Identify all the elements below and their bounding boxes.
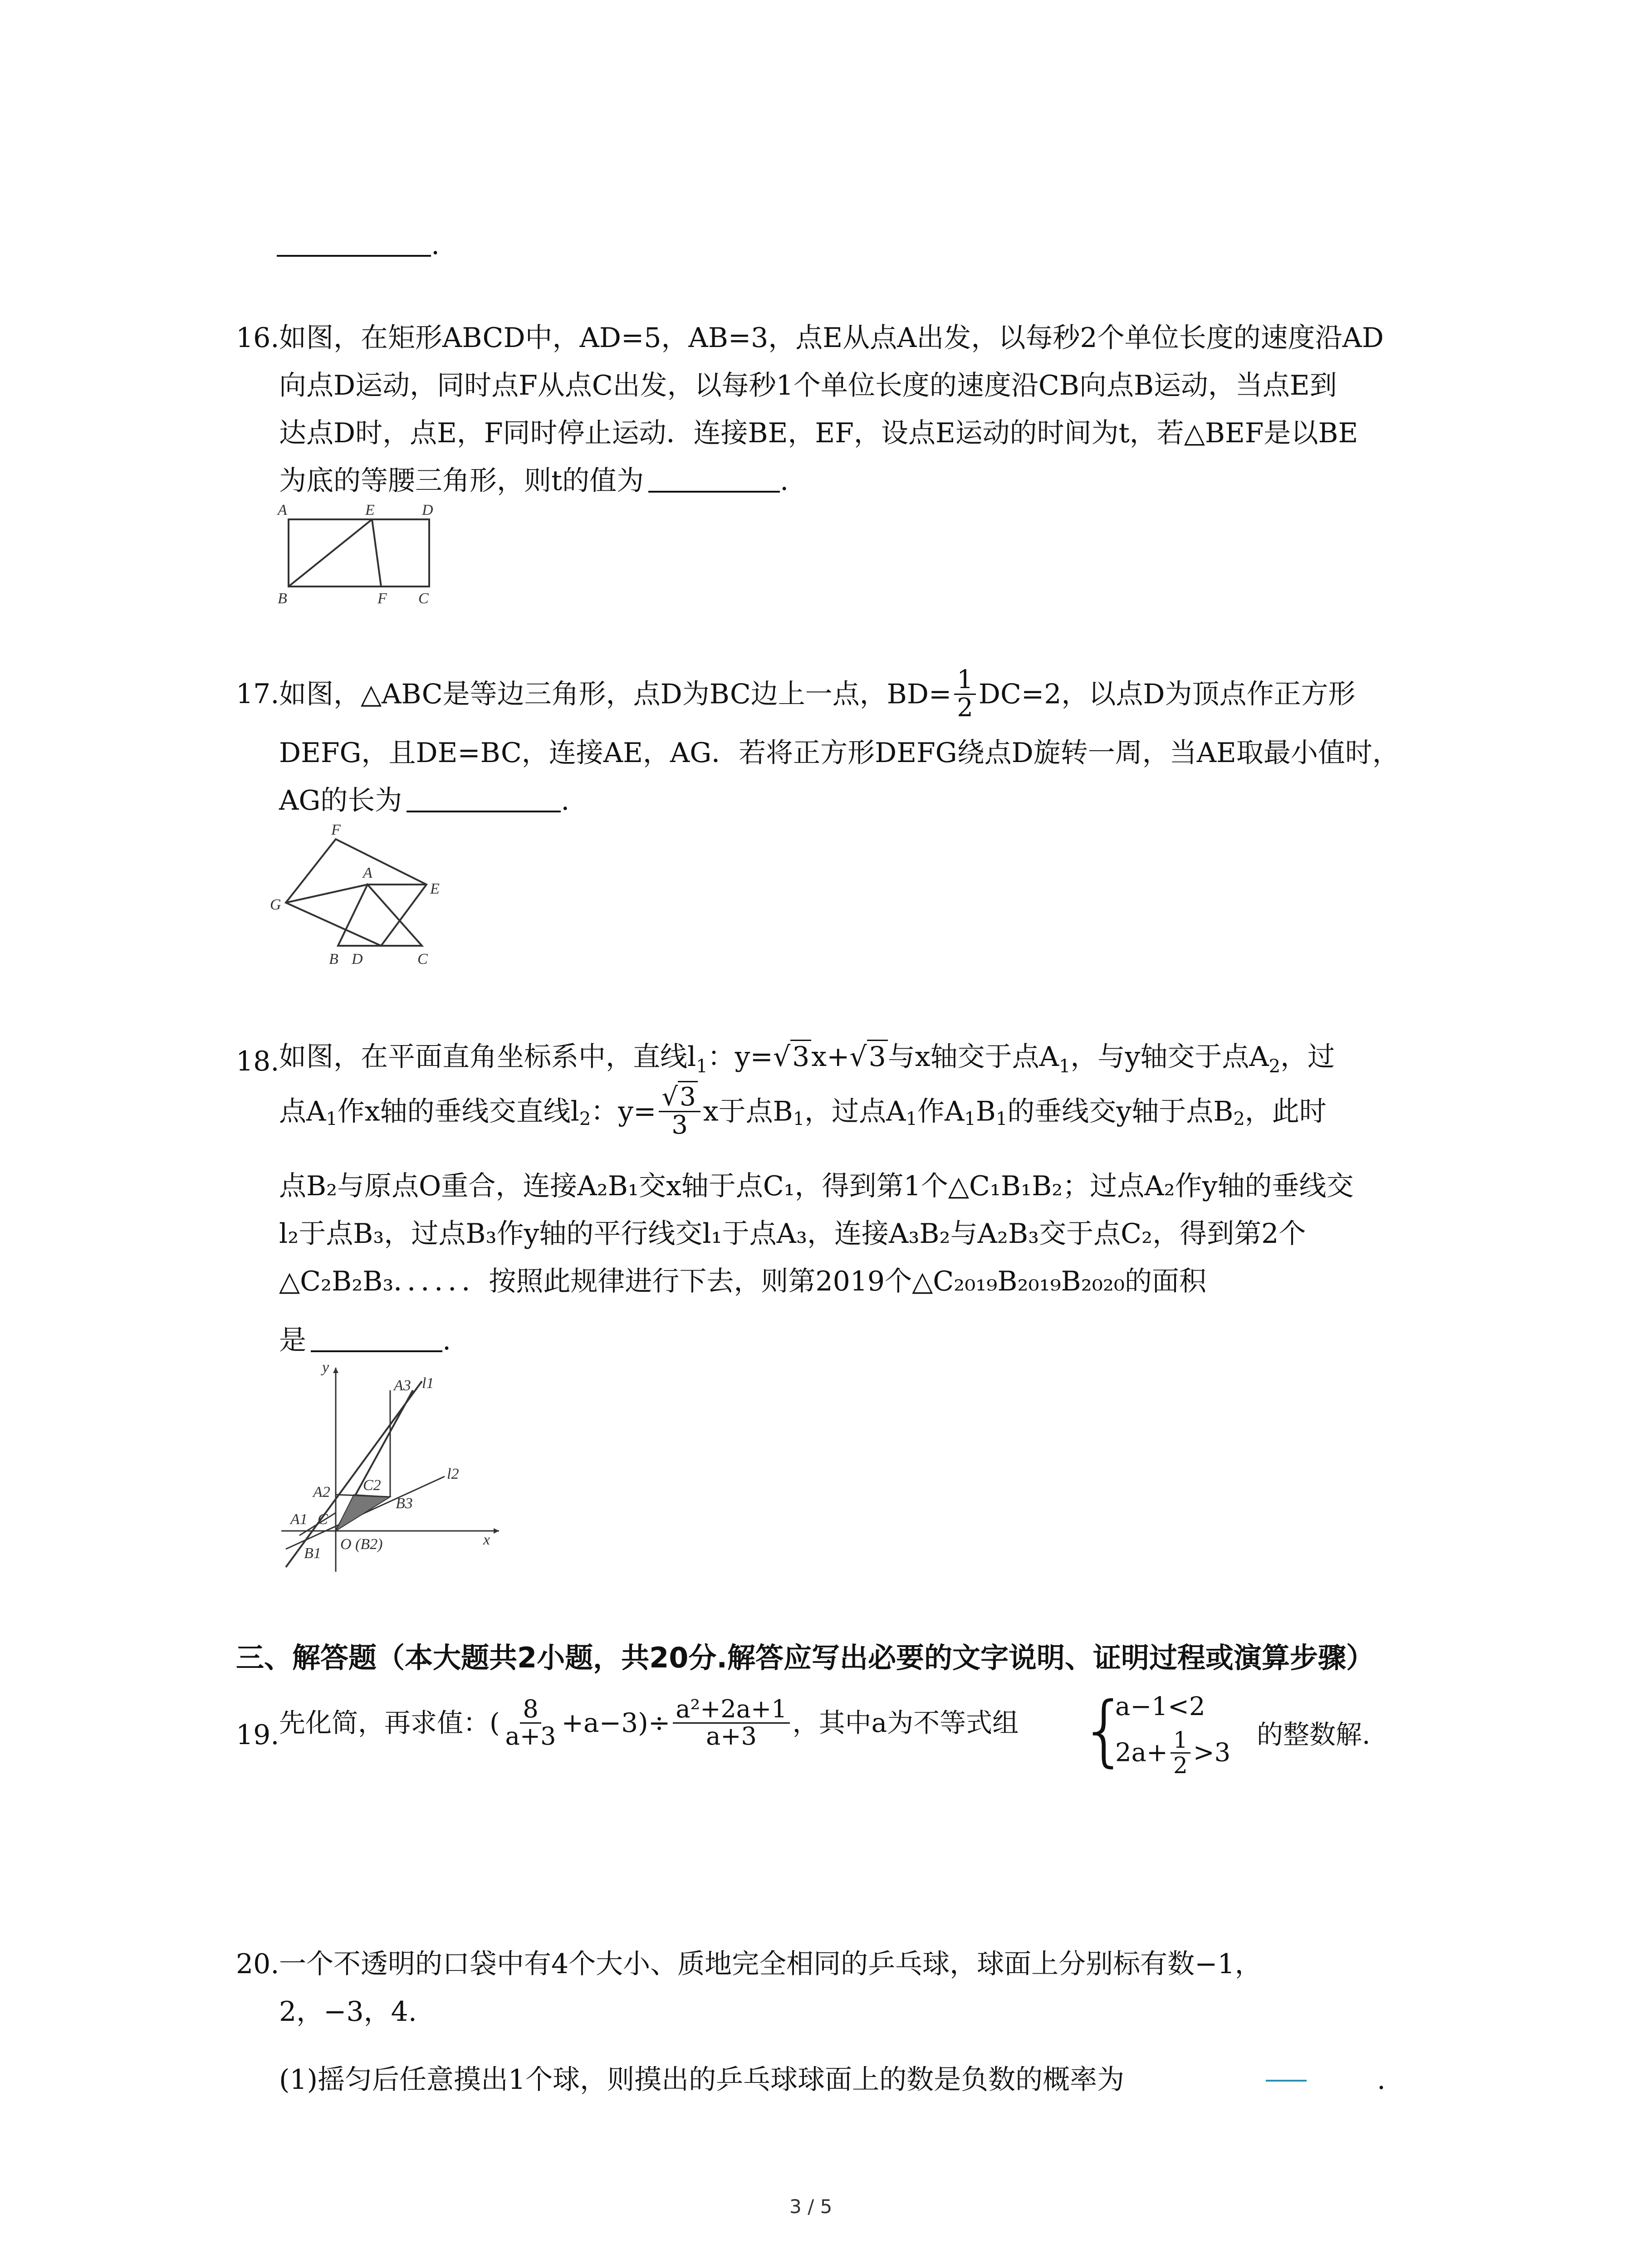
label-c: C — [417, 951, 428, 968]
answer-blank[interactable] — [311, 1350, 442, 1352]
question-text-line: 如图，△ABC是等边三角形，点D为BC边上一点，BD= $\frac{1}{2}$ DC=2，以点D为顶点作正方形 — [279, 665, 1356, 723]
question-text-line: DEFG，且DE=BC，连接AE，AG．若将正方形DEFG绕点D旋转一周，当AE取最小值时， — [279, 737, 1400, 769]
question-number: 17. — [236, 678, 279, 710]
label-e: E — [430, 880, 440, 897]
label-e: E — [365, 502, 375, 518]
question-text-line: △C₂B₂B₃．．．．．．按照此规律进行下去，则第2019个△C₂₀₁₉B₂₀₁₉B₂₀₂₀的面积 — [279, 1266, 1206, 1297]
question-text-line-last: 为底的等腰三角形，则t的值为 . — [279, 465, 789, 497]
label-f: F — [331, 821, 341, 838]
label-x: x — [483, 1531, 490, 1548]
sqrt-sign: √ — [849, 1041, 867, 1073]
sentence-end: . — [1377, 2064, 1386, 2096]
fraction-sqrt3-over-3: $\frac{√3}{3}$ — [659, 1084, 700, 1139]
label-a1: A1 — [290, 1511, 308, 1528]
label-c: C — [418, 590, 429, 607]
label-l2: l2 — [447, 1466, 459, 1482]
answer-dash[interactable] — [1266, 2080, 1307, 2082]
question-text-line: 点B₂与原点O重合，连接A₂B₁交x轴于点C₁，得到第1个△C₁B₁B₂；过点A₂作y轴的垂线交 — [279, 1170, 1354, 1202]
question-text-line-last: 是 . — [279, 1325, 451, 1356]
label-l1: l1 — [422, 1375, 434, 1392]
fraction-one-half: $\frac{1}{2}$ — [1171, 1728, 1190, 1777]
label-d: D — [352, 951, 363, 968]
question-text-line: 的整数解. — [1257, 1719, 1371, 1750]
question-text-line: 如图，在矩形ABCD中，AD=5，AB=3，点E从点A出发，以每秒2个单位长度的速度沿AD — [279, 322, 1384, 354]
question-text-line: 达点D时，点E，F同时停止运动．连接BE，EF，设点E运动的时间为t，若△BEF是以BE — [279, 417, 1358, 449]
question-text-line: 向点D运动，同时点F从点C出发，以每秒1个单位长度的速度沿CB向点B运动，当点E到 — [279, 370, 1337, 401]
label-b1: B1 — [304, 1545, 321, 1562]
sub-question-1: (1)摇匀后任意摸出1个球，则摸出的乒乓球球面上的数是负数的概率为 — [279, 2064, 1125, 2096]
question-number: 20. — [236, 1948, 279, 1980]
label-y: y — [322, 1359, 329, 1376]
question-text-line-last: AG的长为 . — [279, 785, 570, 816]
sqrt-sign: √ — [773, 1041, 791, 1073]
question-number: 18. — [236, 1046, 279, 1077]
inequality-2: 2a+ $\frac{1}{2}$ >3 — [1115, 1727, 1231, 1779]
question-text-line: 点$A_1$作x轴的垂线交直线$l_2$：y= $\frac{√3}{3}$ x于点$B_1$，过点$A_1$作$A_1B_1$的垂线交y轴于点$B_2$，此时 — [279, 1084, 1327, 1139]
fraction: $\frac{8}{a+3}$ — [505, 1695, 556, 1750]
question-text-line: 先化简，再求值：( $\frac{8}{a+3}$ +a−3)÷ $\frac{\text{a²+2a+1}}{a+3}$ ，其中a为不等式组 — [279, 1695, 1019, 1750]
fraction-one-half: $\frac{1}{2}$ — [954, 667, 976, 722]
question-number: 19. — [236, 1719, 279, 1751]
label-f: F — [377, 590, 387, 607]
label-a: A — [278, 502, 287, 518]
question-number: 16. — [236, 322, 279, 354]
label-origin: O (B2) — [340, 1536, 383, 1553]
label-b: B — [278, 590, 287, 607]
fraction: $\frac{\text{a²+2a+1}}{a+3}$ — [673, 1696, 789, 1749]
question-text-line: 如图，在平面直角坐标系中，直线$l_1$：y=√3x+√3与x轴交于点$A_1$，与y轴交于点$A_2$，过 — [279, 1043, 1335, 1070]
label-d: D — [422, 502, 433, 518]
label-c1: C — [318, 1511, 328, 1528]
label-b: B — [329, 951, 338, 968]
question-text-line: 一个不透明的口袋中有4个大小、质地完全相同的乒乓球，球面上分别标有数−1， — [279, 1948, 1262, 1980]
square-triangle-figure — [268, 816, 458, 980]
label-b3: B3 — [396, 1495, 413, 1512]
answer-blank[interactable] — [407, 811, 561, 812]
question-text-line: l₂于点B₃，过点B₃作y轴的平行线交l₁于点A₃，连接A₃B₂与A₂B₃交于点C₂，得到第2个 — [279, 1218, 1306, 1250]
answer-blank[interactable] — [648, 491, 780, 493]
label-a: A — [363, 865, 372, 881]
coordinate-figure — [272, 1359, 508, 1576]
brace: { — [1080, 1686, 1129, 1775]
top-answer-blank: . — [277, 231, 440, 259]
section-heading: 三、解答题（本大题共2小题，共20分.解答应写出必要的文字说明、证明过程或演算步骤） — [236, 1641, 1374, 1674]
label-a2: A2 — [313, 1484, 330, 1501]
rectangle-figure — [272, 501, 440, 610]
label-a3: A3 — [394, 1377, 411, 1394]
question-text-line: 2，−3，4. — [279, 1996, 417, 2028]
inequality-1: a−1<2 — [1115, 1692, 1205, 1721]
page-number: 3 / 5 — [789, 2195, 833, 2218]
label-c2: C2 — [363, 1477, 381, 1494]
label-g: G — [270, 896, 281, 913]
inequality-system — [1080, 1683, 1261, 1787]
